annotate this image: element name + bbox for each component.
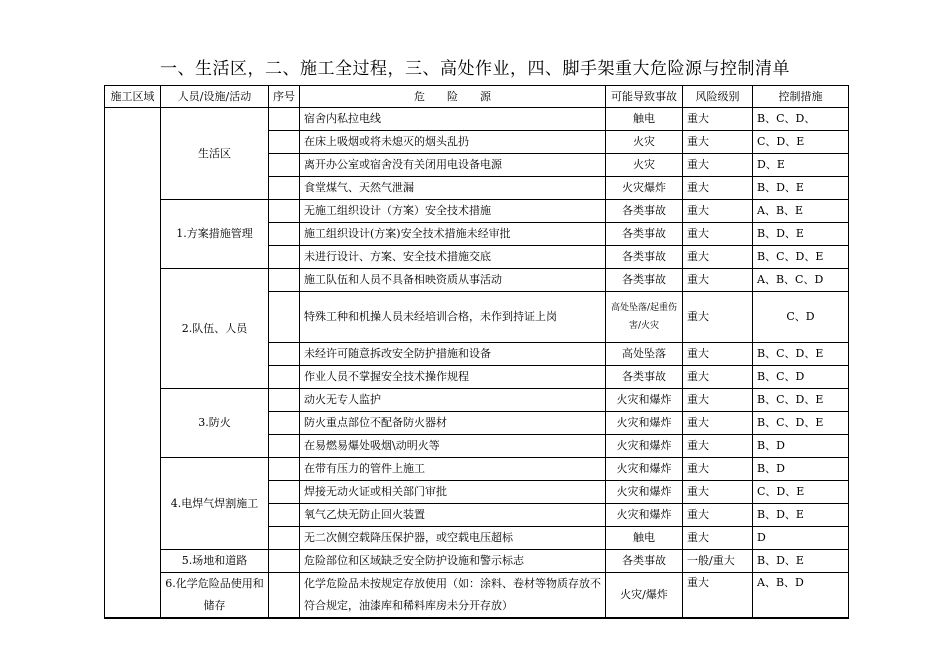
level-cell: 重大 [683,481,753,504]
hazard-cell: 特殊工种和机操人员未经培训合格，未作到持证上岗 [300,292,606,343]
seq-cell [269,154,300,177]
group-name: 生活区 [161,108,269,200]
header-area: 施工区域 [105,86,161,108]
accident-cell: 火灾和爆炸 [606,435,683,458]
level-cell: 重大 [683,573,753,619]
group-name: 1.方案措施管理 [161,200,269,269]
measures-cell: C、D、E [753,131,849,154]
level-cell: 重大 [683,412,753,435]
group-name: 2.队伍、人员 [161,269,269,389]
level-cell: 重大 [683,389,753,412]
hazard-cell: 在床上吸烟或将未熄灭的烟头乱扔 [300,131,606,154]
accident-cell: 触电 [606,108,683,131]
accident-cell: 火灾和爆炸 [606,458,683,481]
level-cell: 重大 [683,343,753,366]
measures-cell: C、D、E [753,481,849,504]
seq-cell [269,246,300,269]
hazard-cell: 在带有压力的管件上施工 [300,458,606,481]
level-cell: 重大 [683,154,753,177]
seq-cell [269,550,300,573]
group-name: 4.电焊气焊割施工 [161,458,269,550]
hazard-cell: 在易燃易爆处吸烟\动明火等 [300,435,606,458]
table-row [105,573,849,619]
level-cell: 重大 [683,504,753,527]
measures-cell: A、B、D [753,573,849,619]
header-hazard: 危 险 源 [300,86,606,108]
level-cell: 重大 [683,292,753,343]
measures-cell: B、C、D [753,366,849,389]
hazard-cell: 食堂煤气、天然气泄漏 [300,177,606,200]
seq-cell [269,269,300,292]
seq-cell [269,389,300,412]
accident-cell: 火灾爆炸 [606,177,683,200]
accident-cell: 各类事故 [606,550,683,573]
measures-cell: A、B、E [753,200,849,223]
hazard-cell: 离开办公室或宿舍没有关闭用电设备电源 [300,154,606,177]
measures-cell: B、D、E [753,223,849,246]
accident-cell: 各类事故 [606,200,683,223]
group-name: 5.场地和道路 [161,550,269,573]
seq-cell [269,504,300,527]
seq-cell [269,223,300,246]
header-seq: 序号 [269,86,300,108]
table-row [105,200,849,223]
accident-cell: 各类事故 [606,366,683,389]
level-cell: 重大 [683,435,753,458]
measures-cell: B、C、D、E [753,389,849,412]
measures-cell: B、D、E [753,504,849,527]
hazard-cell: 宿舍内私拉电线 [300,108,606,131]
page-title: 一、生活区，二、施工全过程，三、高处作业，四、脚手架重大危险源与控制清单 [160,59,790,79]
hazard-cell: 施工队伍和人员不具备相映资质从事活动 [300,269,606,292]
seq-cell [269,292,300,343]
table-row [105,108,849,131]
level-cell: 一般/重大 [683,550,753,573]
level-cell: 重大 [683,269,753,292]
seq-cell [269,177,300,200]
table-row [105,550,849,573]
measures-cell: A、B、C、D [753,269,849,292]
header-person: 人员/设施/活动 [161,86,269,108]
group-name: 3.防火 [161,389,269,458]
hazard-cell: 施工组织设计(方案)安全技术措施未经审批 [300,223,606,246]
accident-cell: 高处坠落/起重伤害/火灾 [606,292,683,343]
seq-cell [269,412,300,435]
hazard-cell: 防火重点部位不配备防火器材 [300,412,606,435]
header-accident: 可能导致事故 [606,86,683,108]
measures-cell: B、C、D、E [753,343,849,366]
measures-cell: B、D、E [753,177,849,200]
accident-cell: 火灾和爆炸 [606,412,683,435]
measures-cell: B、D [753,458,849,481]
level-cell: 重大 [683,131,753,154]
header-measures: 控制措施 [753,86,849,108]
accident-cell: 火灾 [606,131,683,154]
accident-cell: 高处坠落 [606,343,683,366]
measures-cell: D、E [753,154,849,177]
hazard-cell: 未进行设计、方案、安全技术措施交底 [300,246,606,269]
measures-cell: D [753,527,849,550]
seq-cell [269,131,300,154]
measures-cell: C、D [753,292,849,343]
seq-cell [269,527,300,550]
hazard-cell: 化学危险品未按规定存放使用（如：涂料、卷材等物质存放不符合规定，油漆库和稀料库房未分开存放） [300,573,606,619]
hazard-cell: 无施工组织设计（方案）安全技术措施 [300,200,606,223]
level-cell: 重大 [683,108,753,131]
hazard-cell: 氧气乙炔无防止回火装置 [300,504,606,527]
table-row [105,458,849,481]
table-row [105,269,849,292]
group-name: 6.化学危险品使用和储存 [161,573,269,619]
measures-cell: B、D [753,435,849,458]
level-cell: 重大 [683,527,753,550]
header-level: 风险级别 [683,86,753,108]
seq-cell [269,573,300,619]
hazard-cell: 未经许可随意拆改安全防护措施和设备 [300,343,606,366]
level-cell: 重大 [683,366,753,389]
accident-cell: 各类事故 [606,223,683,246]
level-cell: 重大 [683,458,753,481]
measures-cell: B、C、D、E [753,412,849,435]
level-cell: 重大 [683,223,753,246]
seq-cell [269,435,300,458]
table-row [105,389,849,412]
seq-cell [269,366,300,389]
hazard-cell: 危险部位和区域缺乏安全防护设施和警示标志 [300,550,606,573]
header-row [105,86,849,108]
hazard-table [104,85,849,619]
accident-cell: 各类事故 [606,246,683,269]
seq-cell [269,200,300,223]
area-cell [105,108,161,619]
accident-cell: 各类事故 [606,269,683,292]
accident-cell: 火灾 [606,154,683,177]
level-cell: 重大 [683,200,753,223]
measures-cell: B、C、D、E [753,246,849,269]
level-cell: 重大 [683,177,753,200]
seq-cell [269,458,300,481]
accident-cell: 火灾和爆炸 [606,504,683,527]
accident-cell: 火灾/爆炸 [606,573,683,619]
seq-cell [269,481,300,504]
hazard-cell: 动火无专人监护 [300,389,606,412]
seq-cell [269,108,300,131]
accident-cell: 触电 [606,527,683,550]
seq-cell [269,343,300,366]
level-cell: 重大 [683,246,753,269]
measures-cell: B、C、D、 [753,108,849,131]
hazard-cell: 无二次侧空载降压保护器，或空载电压超标 [300,527,606,550]
accident-cell: 火灾和爆炸 [606,481,683,504]
hazard-cell: 作业人员不掌握安全技术操作规程 [300,366,606,389]
hazard-cell: 焊接无动火证或相关部门审批 [300,481,606,504]
accident-cell: 火灾和爆炸 [606,389,683,412]
measures-cell: B、D、E [753,550,849,573]
